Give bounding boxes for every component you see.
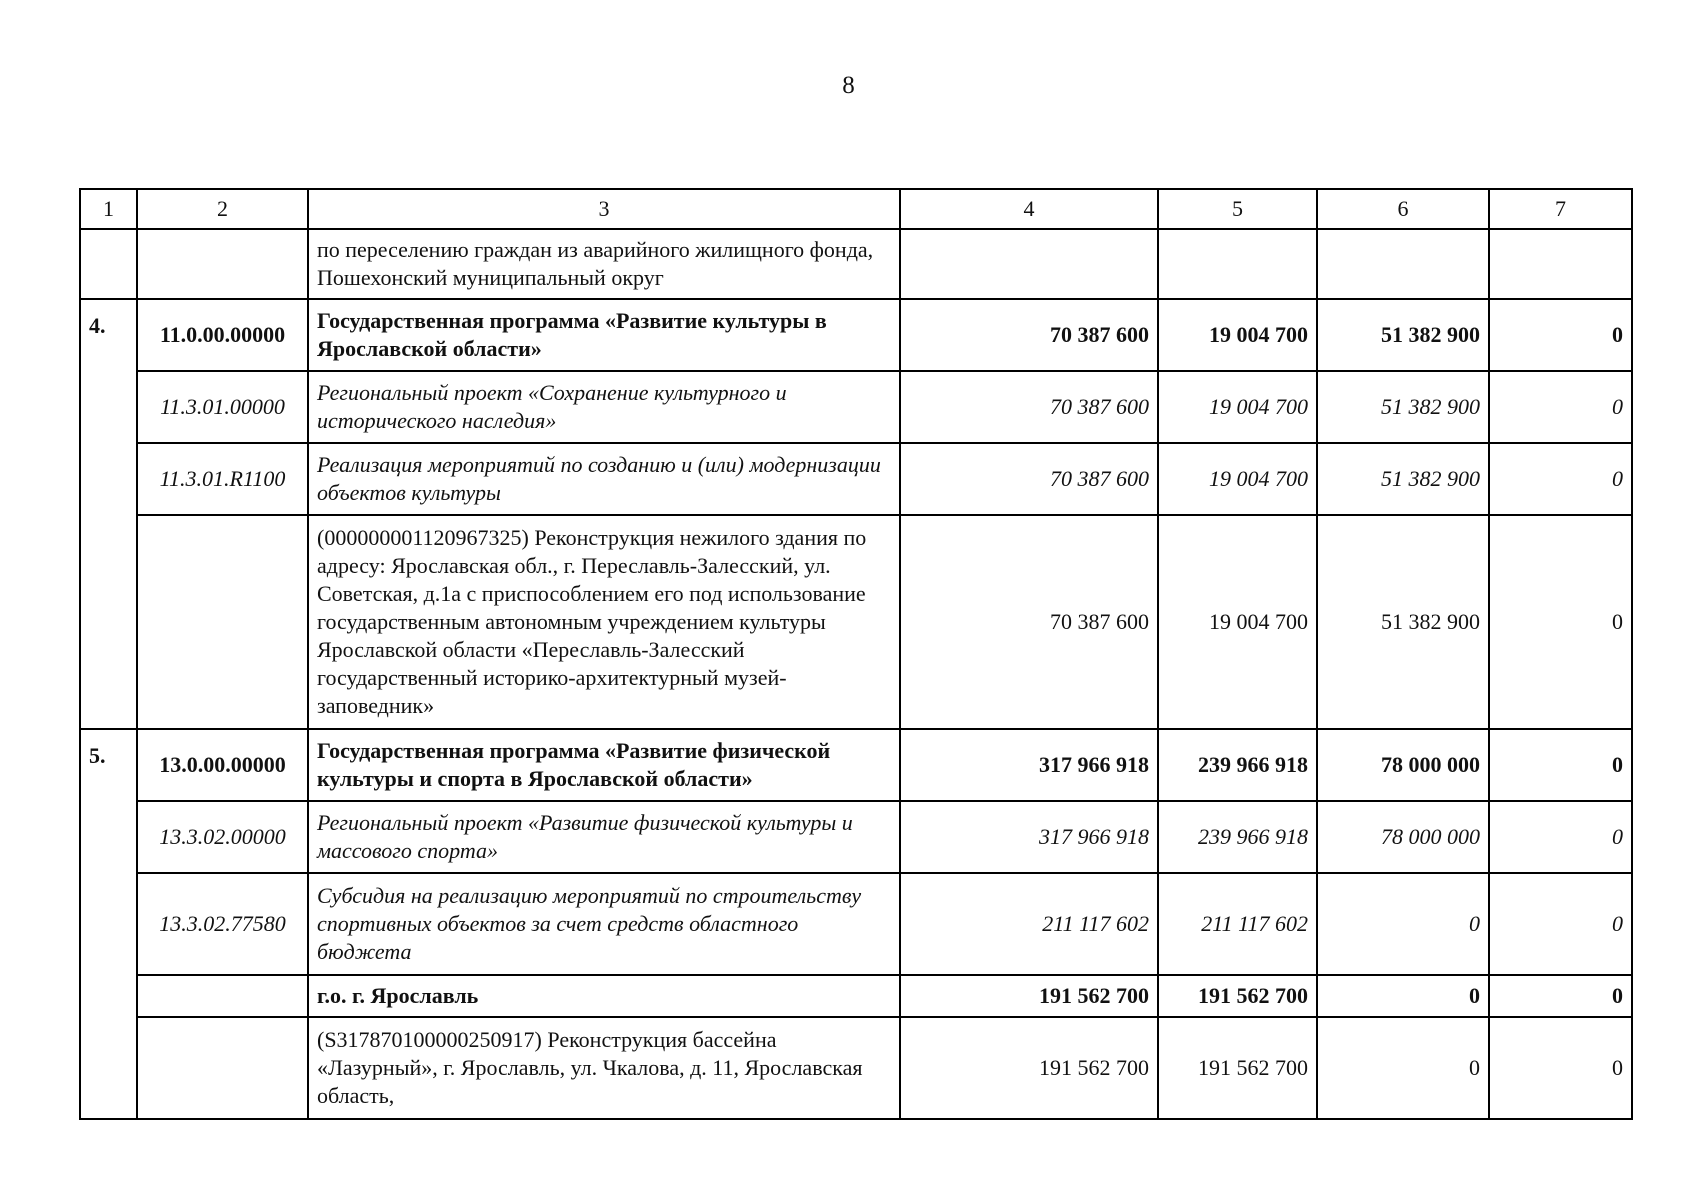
value-cell: 0 — [1317, 1017, 1489, 1119]
value-cell: 211 117 602 — [1158, 873, 1317, 975]
value-cell: 0 — [1489, 873, 1632, 975]
value-cell — [900, 229, 1158, 299]
table-row — [80, 371, 1632, 443]
name-cell: (000000001120967325) Реконструкция нежилого здания по адресу: Ярославская обл., г. Переславль-Залесский, ул. Советская, д.1а с приспособлением его под использование государственным автономным учреждением культуры Ярославской области «Переславль-Залесский государственный историко-архитектурный музей-заповедник» — [308, 515, 900, 729]
value-cell: 0 — [1489, 975, 1632, 1017]
table-row — [80, 229, 1632, 299]
name-cell: Региональный проект «Сохранение культурного и исторического наследия» — [308, 371, 900, 443]
value-cell: 19 004 700 — [1158, 299, 1317, 371]
value-cell: 0 — [1489, 299, 1632, 371]
value-cell: 239 966 918 — [1158, 801, 1317, 873]
value-cell: 0 — [1489, 515, 1632, 729]
value-cell: 317 966 918 — [900, 729, 1158, 801]
value-cell — [1489, 229, 1632, 299]
value-cell — [1317, 229, 1489, 299]
name-cell: Государственная программа «Развитие физической культуры и спорта в Ярославской области» — [308, 729, 900, 801]
table-row — [80, 443, 1632, 515]
name-cell: г.о. г. Ярославль — [308, 975, 900, 1017]
page-number: 8 — [842, 72, 855, 99]
table-row — [80, 729, 1632, 801]
value-cell: 317 966 918 — [900, 801, 1158, 873]
row-number-cell — [80, 229, 137, 299]
value-cell: 239 966 918 — [1158, 729, 1317, 801]
value-cell: 19 004 700 — [1158, 515, 1317, 729]
value-cell: 0 — [1489, 371, 1632, 443]
value-cell: 211 117 602 — [900, 873, 1158, 975]
value-cell: 70 387 600 — [900, 515, 1158, 729]
value-cell: 70 387 600 — [900, 371, 1158, 443]
column-header: 3 — [308, 189, 900, 229]
budget-table — [79, 188, 1633, 1120]
value-cell: 78 000 000 — [1317, 729, 1489, 801]
code-cell — [137, 975, 308, 1017]
row-number-cell: 4. — [80, 299, 137, 729]
value-cell: 51 382 900 — [1317, 299, 1489, 371]
column-header: 7 — [1489, 189, 1632, 229]
value-cell: 19 004 700 — [1158, 443, 1317, 515]
value-cell: 70 387 600 — [900, 443, 1158, 515]
value-cell: 0 — [1317, 873, 1489, 975]
value-cell: 0 — [1489, 443, 1632, 515]
column-header: 6 — [1317, 189, 1489, 229]
table-row — [80, 299, 1632, 371]
name-cell: Региональный проект «Развитие физической культуры и массового спорта» — [308, 801, 900, 873]
value-cell: 0 — [1489, 1017, 1632, 1119]
name-cell: Реализация мероприятий по созданию и (или) модернизации объектов культуры — [308, 443, 900, 515]
name-cell: (S317870100000250917) Реконструкция бассейна «Лазурный», г. Ярославль, ул. Чкалова, д. 11, Ярославская область, — [308, 1017, 900, 1119]
column-header: 1 — [80, 189, 137, 229]
table-row — [80, 515, 1632, 729]
value-cell: 191 562 700 — [900, 975, 1158, 1017]
value-cell: 78 000 000 — [1317, 801, 1489, 873]
value-cell — [1158, 229, 1317, 299]
code-cell: 11.3.01.R1100 — [137, 443, 308, 515]
table-row — [80, 1017, 1632, 1119]
value-cell: 191 562 700 — [900, 1017, 1158, 1119]
table-row — [80, 975, 1632, 1017]
code-cell — [137, 515, 308, 729]
column-header: 2 — [137, 189, 308, 229]
code-cell: 13.3.02.00000 — [137, 801, 308, 873]
value-cell: 0 — [1489, 801, 1632, 873]
table-header-row — [80, 189, 1632, 229]
table-row — [80, 873, 1632, 975]
code-cell: 11.3.01.00000 — [137, 371, 308, 443]
name-cell: Государственная программа «Развитие культуры в Ярославской области» — [308, 299, 900, 371]
table-row — [80, 801, 1632, 873]
value-cell: 191 562 700 — [1158, 1017, 1317, 1119]
value-cell: 19 004 700 — [1158, 371, 1317, 443]
name-cell: по переселению граждан из аварийного жилищного фонда, Пошехонский муниципальный округ — [308, 229, 900, 299]
code-cell — [137, 1017, 308, 1119]
value-cell: 51 382 900 — [1317, 515, 1489, 729]
code-cell: 11.0.00.00000 — [137, 299, 308, 371]
value-cell: 70 387 600 — [900, 299, 1158, 371]
column-header: 5 — [1158, 189, 1317, 229]
name-cell: Субсидия на реализацию мероприятий по строительству спортивных объектов за счет средств областного бюджета — [308, 873, 900, 975]
row-number-cell: 5. — [80, 729, 137, 1119]
code-cell — [137, 229, 308, 299]
column-header: 4 — [900, 189, 1158, 229]
value-cell: 0 — [1317, 975, 1489, 1017]
code-cell: 13.3.02.77580 — [137, 873, 308, 975]
value-cell: 51 382 900 — [1317, 371, 1489, 443]
value-cell: 0 — [1489, 729, 1632, 801]
value-cell: 191 562 700 — [1158, 975, 1317, 1017]
value-cell: 51 382 900 — [1317, 443, 1489, 515]
code-cell: 13.0.00.00000 — [137, 729, 308, 801]
